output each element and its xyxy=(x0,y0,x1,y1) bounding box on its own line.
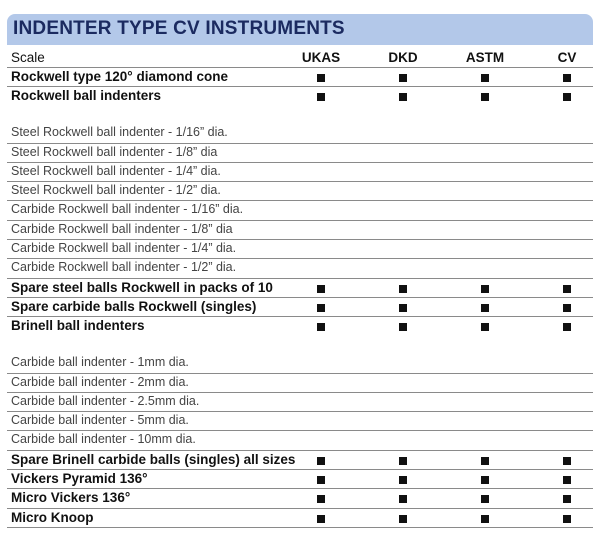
check-mark-astm xyxy=(481,74,489,82)
header-astm: ASTM xyxy=(465,50,505,65)
check-mark-astm xyxy=(481,476,489,484)
check-mark-cv xyxy=(563,457,571,465)
table-row xyxy=(7,124,593,143)
table-row xyxy=(7,240,593,259)
check-mark-cv xyxy=(563,323,571,331)
row-label: Carbide Rockwell ball indenter - 1/8” dia xyxy=(11,221,233,236)
table-row xyxy=(7,451,593,470)
title-bar xyxy=(7,14,593,45)
table-row xyxy=(7,317,593,354)
table-row xyxy=(7,298,593,317)
row-label: Carbide ball indenter - 10mm dia. xyxy=(11,432,196,447)
check-mark-dkd xyxy=(399,515,407,523)
check-mark-ukas xyxy=(317,495,325,503)
check-mark-ukas xyxy=(317,93,325,101)
check-mark-astm xyxy=(481,515,489,523)
header-scale: Scale xyxy=(11,50,45,65)
row-label: Spare Brinell carbide balls (singles) all sizes xyxy=(11,451,296,467)
row-label: Vickers Pyramid 136° xyxy=(11,471,148,487)
check-mark-dkd xyxy=(399,285,407,293)
table-row xyxy=(7,393,593,412)
row-label: Micro Vickers 136° xyxy=(11,490,131,506)
row-label: Micro Knoop xyxy=(11,509,94,525)
row-label: Carbide ball indenter - 2.5mm dia. xyxy=(11,393,200,408)
check-mark-cv xyxy=(563,285,571,293)
table-row xyxy=(7,163,593,182)
check-mark-cv xyxy=(563,515,571,523)
check-mark-ukas xyxy=(317,515,325,523)
header-ukas: UKAS xyxy=(301,50,341,65)
check-mark-ukas xyxy=(317,457,325,465)
table-row xyxy=(7,509,593,528)
row-label: Steel Rockwell ball indenter - 1/4” dia. xyxy=(11,163,221,178)
page-title: INDENTER TYPE CV INSTRUMENTS xyxy=(13,18,345,39)
row-label: Spare carbide balls Rockwell (singles) xyxy=(11,298,257,314)
check-mark-cv xyxy=(563,74,571,82)
row-label: Rockwell ball indenters xyxy=(11,88,162,104)
table-row xyxy=(7,374,593,393)
row-label: Steel Rockwell ball indenter - 1/8” dia xyxy=(11,144,218,159)
row-label: Carbide ball indenter - 1mm dia. xyxy=(11,355,189,370)
check-mark-astm xyxy=(481,304,489,312)
row-label: Spare steel balls Rockwell in packs of 10 xyxy=(11,279,273,295)
check-mark-ukas xyxy=(317,476,325,484)
check-mark-cv xyxy=(563,476,571,484)
table-row xyxy=(7,431,593,450)
row-label: Carbide Rockwell ball indenter - 1/2” dia. xyxy=(11,260,237,275)
table-row xyxy=(7,412,593,431)
table-row xyxy=(7,489,593,508)
row-label: Carbide ball indenter - 5mm dia. xyxy=(11,413,189,428)
check-mark-dkd xyxy=(399,304,407,312)
check-mark-astm xyxy=(481,495,489,503)
row-label: Rockwell type 120° diamond cone xyxy=(11,69,228,84)
table-row xyxy=(7,279,593,298)
check-mark-astm xyxy=(481,93,489,101)
row-label: Steel Rockwell ball indenter - 1/2” dia. xyxy=(11,183,221,198)
check-mark-astm xyxy=(481,323,489,331)
table-row xyxy=(7,182,593,201)
check-mark-dkd xyxy=(399,495,407,503)
check-mark-ukas xyxy=(317,74,325,82)
table-row xyxy=(7,259,593,278)
row-label: Carbide ball indenter - 2mm dia. xyxy=(11,374,189,389)
check-mark-dkd xyxy=(399,74,407,82)
check-mark-ukas xyxy=(317,323,325,331)
table-row xyxy=(7,470,593,489)
row-label: Carbide Rockwell ball indenter - 1/16” dia. xyxy=(11,202,244,217)
row-label: Brinell ball indenters xyxy=(11,318,145,334)
indenter-table xyxy=(7,48,593,528)
table-header-row xyxy=(7,48,593,68)
header-cv: CV xyxy=(557,50,577,65)
header-dkd: DKD xyxy=(388,50,418,65)
check-mark-dkd xyxy=(399,93,407,101)
check-mark-cv xyxy=(563,495,571,503)
table-row xyxy=(7,201,593,220)
check-mark-astm xyxy=(481,457,489,465)
check-mark-astm xyxy=(481,285,489,293)
table-row xyxy=(7,68,593,87)
check-mark-cv xyxy=(563,93,571,101)
row-label: Steel Rockwell ball indenter - 1/16” dia. xyxy=(11,125,228,140)
table-row xyxy=(7,144,593,163)
table-row xyxy=(7,354,593,373)
check-mark-dkd xyxy=(399,457,407,465)
check-mark-ukas xyxy=(317,285,325,293)
check-mark-dkd xyxy=(399,323,407,331)
check-mark-dkd xyxy=(399,476,407,484)
table-row xyxy=(7,221,593,240)
check-mark-ukas xyxy=(317,304,325,312)
check-mark-cv xyxy=(563,304,571,312)
table-row xyxy=(7,87,593,124)
row-label: Carbide Rockwell ball indenter - 1/4” dia. xyxy=(11,241,237,256)
